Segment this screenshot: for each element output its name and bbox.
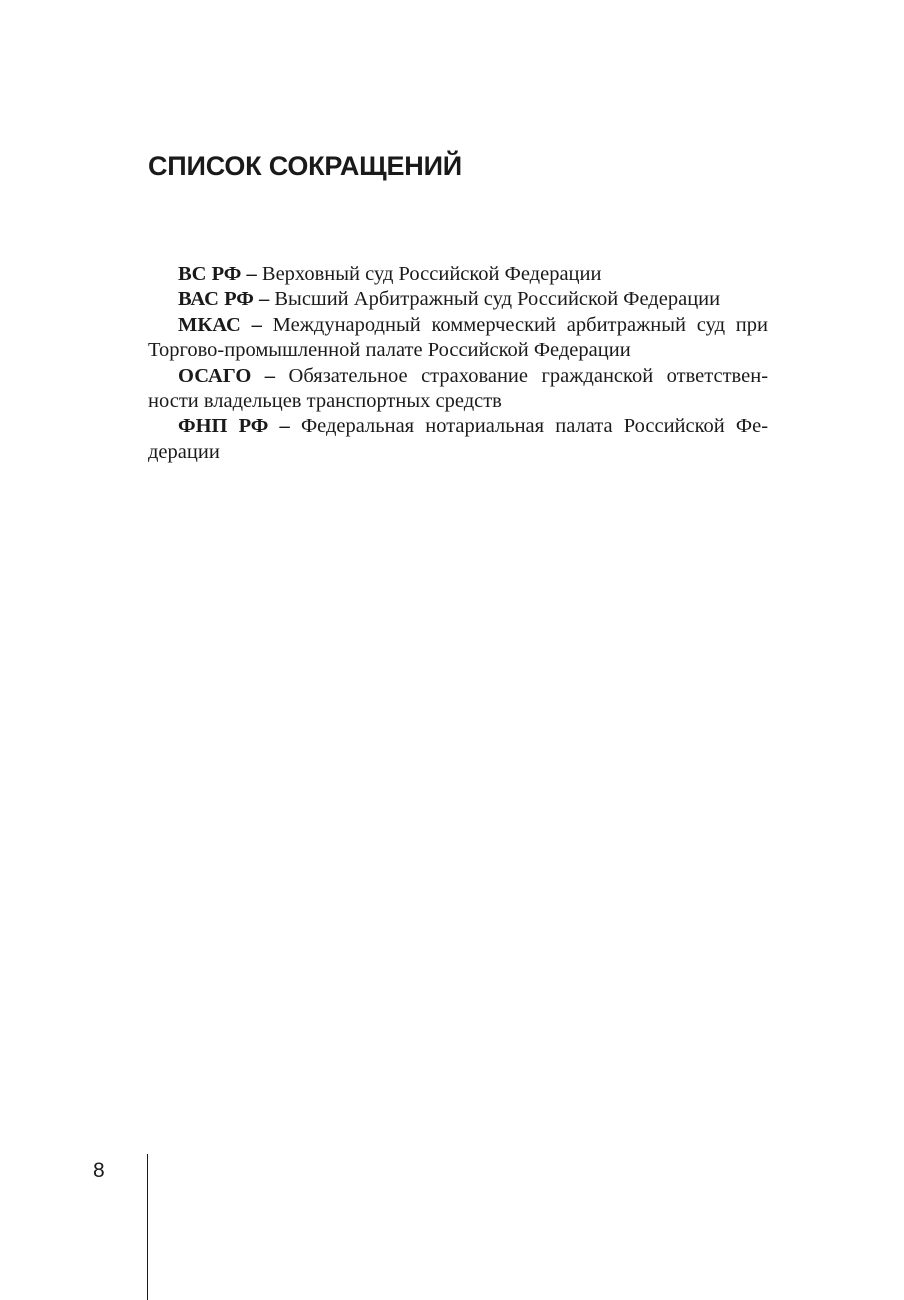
abbreviation-entry-vas-rf [148,287,768,312]
abbreviation-entry-osago [148,364,768,415]
abbreviation-list [148,262,768,465]
abbreviation-term: ФНП РФ – [178,415,301,438]
abbreviation-term: ВС РФ – [178,263,262,285]
abbreviation-definition: Верховный суд Российской Федерации [261,263,602,285]
abbreviation-entry-vs-rf [148,262,768,287]
abbreviation-entry-mkas [148,313,768,364]
abbreviation-term: ОСАГО – [178,364,289,387]
abbreviation-term: МКАС – [178,313,273,336]
abbreviation-definition: Международный коммерческий арбитражный суд при Торгово-промышленной палате Российской Федерации [148,313,768,362]
page-number: 8 [93,1159,105,1182]
page-heading: СПИСОК СОКРАЩЕНИЙ [148,151,462,181]
abbreviation-definition: Обязательное страхование гражданской ответственности владельцев транспортных средств [148,364,769,413]
abbreviation-definition: Высший Арбитражный суд Российской Федерации [274,288,721,311]
abbreviation-entry-fnp-rf [148,414,768,465]
abbreviation-term: ВАС РФ – [178,288,275,311]
margin-rule [147,1154,148,1300]
abbreviation-definition: Федеральная нотариальная палата Российской Федерации [148,415,769,463]
